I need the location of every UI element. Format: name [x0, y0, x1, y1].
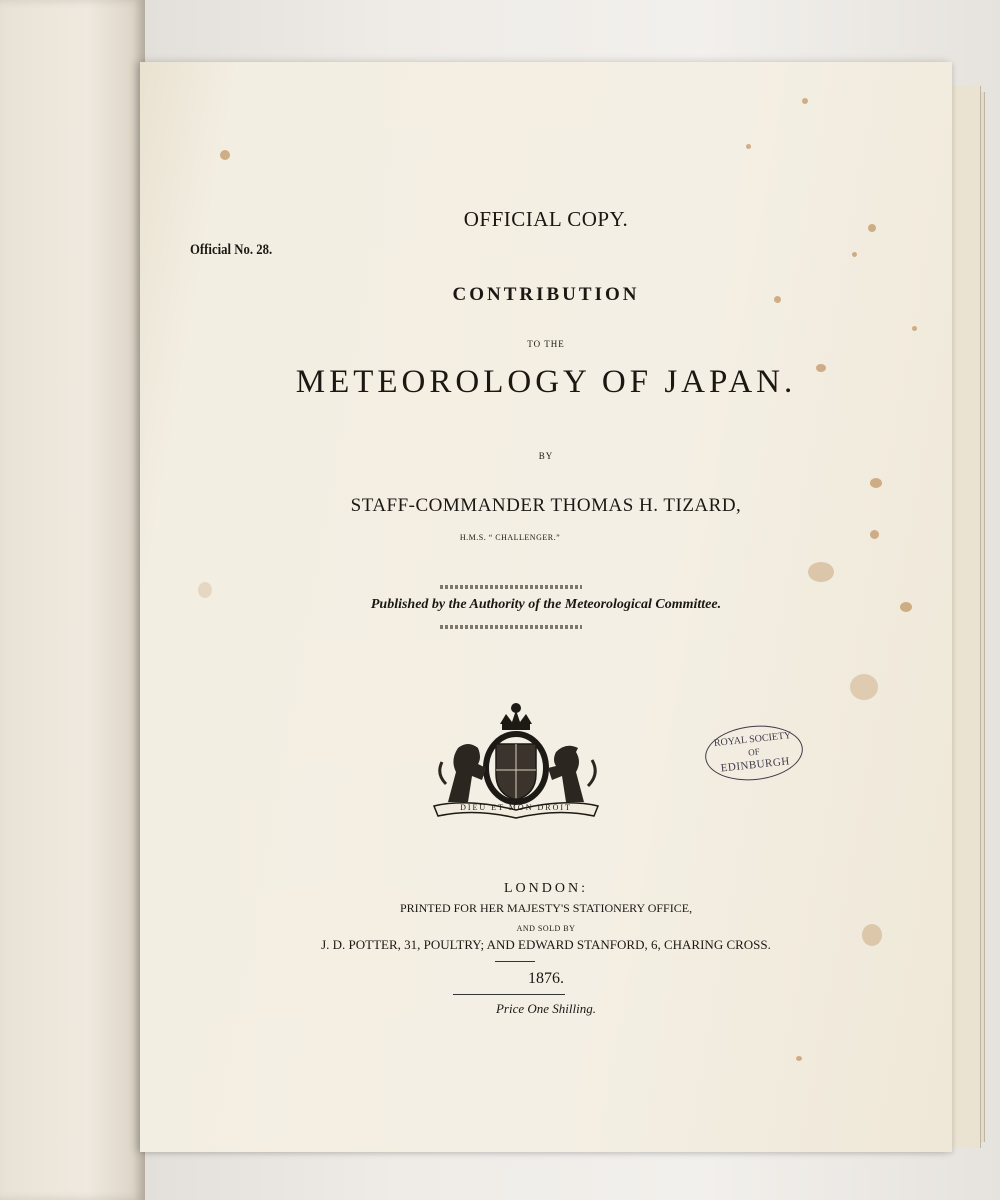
stamp-line: ROYAL SOCIETY	[713, 730, 792, 750]
imprint-city: LONDON:	[504, 881, 588, 896]
foxing-spot	[802, 98, 808, 104]
foxing-spot	[220, 150, 230, 160]
imprint-printer: PRINTED FOR HER MAJESTY'S STATIONERY OFFICE,	[399, 901, 693, 915]
rule	[495, 961, 535, 962]
publication-year: 1876.	[528, 970, 564, 987]
foxing-spot	[870, 478, 882, 488]
left-page	[0, 0, 145, 1200]
ship-name: H.M.S. “ CHALLENGER.”	[459, 533, 561, 542]
foxing-spot	[796, 1056, 802, 1061]
page-edges	[950, 86, 981, 1148]
imprint-sellers: J. D. POTTER, 31, POULTRY; AND EDWARD STANFORD, 6, CHARING CROSS.	[321, 937, 771, 952]
ornamental-rule	[440, 585, 582, 589]
title-page	[140, 62, 952, 1152]
stamp-line: OF	[747, 746, 761, 758]
foxing-spot	[912, 326, 917, 331]
official-copy-heading: OFFICIAL COPY.	[463, 207, 629, 231]
official-number: Official No. 28.	[190, 242, 273, 258]
library-stamp	[702, 721, 805, 785]
contribution-heading: CONTRIBUTION	[452, 284, 640, 305]
rule	[453, 994, 565, 995]
publisher-authority: Published by the Authority of the Meteorological Committee.	[370, 597, 722, 612]
foxing-spot	[198, 582, 212, 598]
foxing-spot	[852, 252, 857, 257]
foxing-spot	[850, 674, 878, 700]
stamp-line: EDINBURGH	[720, 755, 791, 775]
document-title: METEOROLOGY OF JAPAN.	[295, 364, 797, 400]
imprint-sold-by: AND SOLD BY	[516, 924, 576, 933]
author-name: STAFF-COMMANDER THOMAS H. TIZARD,	[350, 495, 742, 516]
to-the-line: TO THE	[527, 339, 565, 349]
foxing-spot	[870, 530, 879, 539]
foxing-spot	[808, 562, 834, 582]
crest-motto: DIEU ET MON DROIT	[460, 803, 572, 812]
foxing-spot	[746, 144, 751, 149]
ornamental-rule	[440, 625, 582, 629]
price: Price One Shilling.	[495, 1001, 596, 1016]
by-line: BY	[538, 451, 554, 461]
